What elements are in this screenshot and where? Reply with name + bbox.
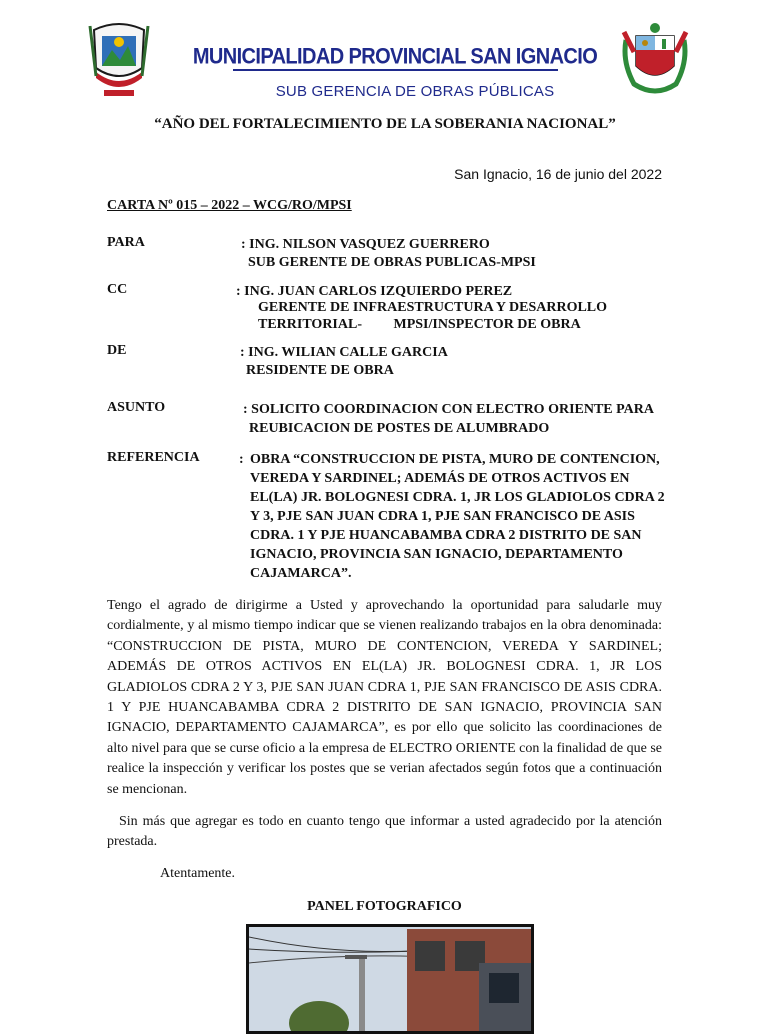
referencia-line-6: IGNACIO, PROVINCIA SAN IGNACIO, DEPARTAMENTO	[250, 547, 623, 562]
referencia-label: REFERENCIA	[107, 450, 200, 465]
referencia-line-2: VEREDA Y SARDINEL; ADEMÁS DE OTROS ACTIVOS EN	[250, 471, 630, 486]
referencia-line-7: CAJAMARCA”.	[250, 566, 352, 581]
cc-line-1: : ING. JUAN CARLOS IZQUIERDO PEREZ	[236, 284, 513, 299]
de-line-1: : ING. WILIAN CALLE GARCIA	[240, 345, 448, 360]
year-motto: “AÑO DEL FORTALECIMIENTO DE LA SOBERANIA NACIONAL”	[154, 116, 616, 132]
de-line-2: RESIDENTE DE OBRA	[246, 363, 394, 378]
asunto-line-2: REUBICACION DE POSTES DE ALUMBRADO	[249, 421, 550, 436]
referencia-colon: :	[239, 452, 244, 467]
municipal-coat-of-arms-logo	[88, 20, 150, 98]
para-label: PARA	[107, 235, 145, 250]
municipality-title: MUNICIPALIDAD PROVINCIAL SAN IGNACIO	[192, 44, 598, 70]
para-line-2: SUB GERENTE DE OBRAS PUBLICAS-MPSI	[248, 255, 536, 270]
asunto-line-1: : SOLICITO COORDINACION CON ELECTRO ORIENTE PARA	[243, 402, 654, 417]
site-photo	[246, 924, 534, 1034]
letter-body-paragraph: Tengo el agrado de dirigirme a Usted y aprovechando la oportunidad para saludarle muy cordialmente, y al mismo tiempo indicar que se vienen realizando trabajos en la obra denominada: “CONSTRUCCION DE PISTA, MURO DE CONTENCION, VEREDA Y SARDINEL; ADEMÁS DE OTROS ACTIVOS EN EL(LA) JR. BOLOGNESI CDRA. 1, JR LOS GLADIOLOS CDRA 2 Y 3, PJE SAN JUAN CDRA 1, PJE SAN FRANCISCO DE ASIS CDRA. 1 Y PJE HUANCABAMBA CDRA 2 DISTRITO DE SAN IGNACIO, PROVINCIA SAN IGNACIO, DEPARTAMENTO CAJAMARCA”, es por ello que solicito las coordinaciones de alto nivel para que se curse oficio a la empresa de ELECTRO ORIENTE con la finalidad de que se realice la inspección y verificar los postes que se verian afectados según fotos que a continuación se mencionan.	[107, 598, 662, 797]
referencia-line-1: OBRA “CONSTRUCCION DE PISTA, MURO DE CONTENCION,	[250, 452, 660, 467]
sub-department-title: SUB GERENCIA DE OBRAS PÚBLICAS	[275, 83, 555, 100]
referencia-line-4: Y 3, PJE SAN JUAN CDRA 1, PJE SAN FRANCISCO DE ASIS	[250, 509, 635, 524]
asunto-label: ASUNTO	[107, 400, 166, 415]
title-underline	[233, 69, 558, 71]
site-photo-image	[249, 927, 531, 1031]
cc-line-3: TERRITORIAL- MPSI/INSPECTOR DE OBRA	[258, 317, 581, 332]
letter-number: CARTA Nº 015 – 2022 – WCG/RO/MPSI	[107, 198, 352, 213]
letter-date: San Ignacio, 16 de junio del 2022	[454, 166, 662, 182]
photo-panel-title: PANEL FOTOGRAFICO	[307, 899, 462, 914]
cc-label: CC	[107, 282, 128, 297]
sign-off: Atentamente.	[160, 866, 236, 881]
closing-paragraph: Sin más que agregar es todo en cuanto tengo que informar a usted agradecido por la atención prestada.	[107, 814, 662, 850]
referencia-line-5: CDRA. 1 Y PJE HUANCABAMBA CDRA 2 DISTRITO DE SAN	[250, 528, 642, 543]
para-line-1: : ING. NILSON VASQUEZ GUERRERO	[241, 237, 490, 252]
de-label: DE	[107, 343, 127, 358]
cc-line-2: GERENTE DE INFRAESTRUCTURA Y DESARROLLO	[258, 300, 608, 315]
referencia-line-3: EL(LA) JR. BOLOGNESI CDRA. 1, JR LOS GLADIOLOS CDRA 2	[250, 490, 665, 505]
